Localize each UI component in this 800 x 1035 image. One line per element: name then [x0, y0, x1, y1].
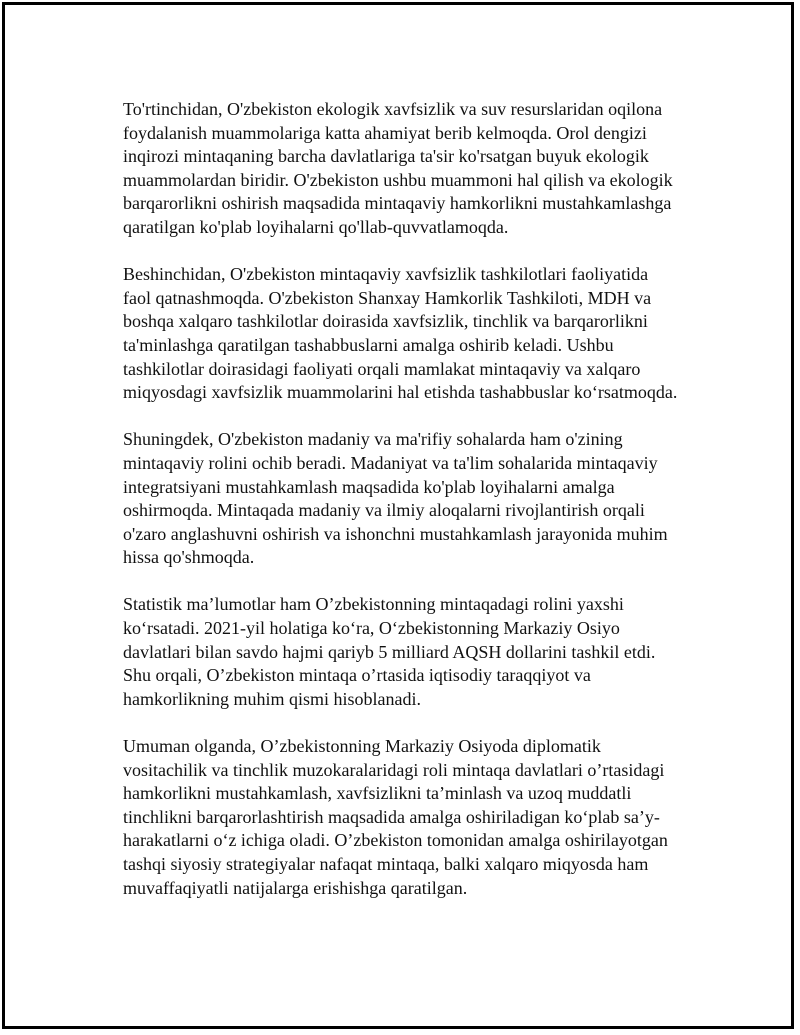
page-frame	[2, 2, 794, 1029]
paragraph-regional-security: Beshinchidan, O'zbekiston mintaqaviy xavfsizlik tashkilotlari faoliyatida faol qatnashmoqda. O'zbekiston Shanxay Hamkorlik Tashkiloti, MDH va boshqa xalqaro tashkilotlar doirasida xavfsizlik, tinchlik va barqarorlikni ta'minlashga qaratilgan tashabbuslarni amalga oshirib keladi. Ushbu tashkilotlar doirasidagi faoliyati orqali mamlakat mintaqaviy va xalqaro miqyosdagi xavfsizlik muammolarini hal etishda tashabbuslar ko‘rsatmoqda.	[123, 264, 678, 403]
paragraph-ecological-security: To'rtinchidan, O'zbekiston ekologik xavfsizlik va suv resurslaridan oqilona foydalanish muammolariga katta ahamiyat berib kelmoqda. Orol dengizi inqirozi mintaqaning barcha davlatlariga ta'sir ko'rsatgan buyuk ekologik muammolardan biridir. O'zbekiston ushbu muammoni hal qilish va ekologik barqarorlikni oshirish maqsadida mintaqaviy hamkorlikni mustahkamlashga qaratilgan ko'plab loyihalarni qo'llab-quvvatlamoqda.	[123, 99, 673, 237]
paragraph-cultural-role: Shuningdek, O'zbekiston madaniy va ma'rifiy sohalarda ham o'zining mintaqaviy rolini ochib beradi. Madaniyat va ta'lim sohalarida mintaqaviy integratsiyani mustahkamlash maqsadida ko'plab loyihalarni amalga oshirmoqda. Mintaqada madaniy va ilmiy aloqalarni rivojlantirish orqali o'zaro anglashuvni oshirish va ishonchni mustahkamlash jarayonida muhim hissa qo'shmoqda.	[123, 429, 668, 568]
document-body	[123, 98, 697, 900]
paragraph-conclusion: Umuman olganda, O’zbekistonning Markaziy Osiyoda diplomatik vositachilik va tinchlik muzokaralaridagi roli mintaqa davlatlari o’rtasidagi hamkorlikni mustahkamlash, xavfsizlikni ta’minlash va uzoq muddatli tinchlikni barqarorlashtirish maqsadida amalga oshiriladigan ko‘plab sa’y- harakatlarni o‘z ichiga oladi. O’zbekiston tomonidan amalga oshirilayotgan tashqi siyosiy strategiyalar nafaqat mintaqa, balki xalqaro miqyosda ham muvaffaqiyatli natijalarga erishishga qaratilgan.	[123, 736, 668, 898]
paragraph-statistics: Statistik ma’lumotlar ham O’zbekistonning mintaqadagi rolini yaxshi ko‘rsatadi. 2021-yil holatiga ko‘ra, O‘zbekistonning Markaziy Osiyo davlatlari bilan savdo hajmi qariyb 5 milliard AQSH dollarini tashkil etdi. Shu orqali, O’zbekiston mintaqa o’rtasida iqtisodiy taraqqiyot va hamkorlikning muhim qismi hisoblanadi.	[123, 594, 656, 709]
